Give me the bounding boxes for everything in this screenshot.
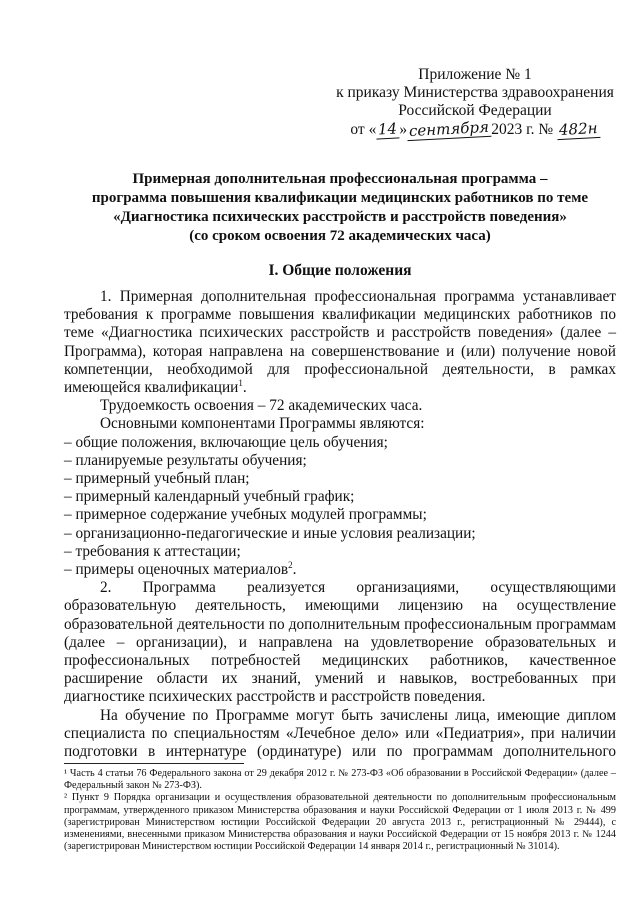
date-prefix: от «	[350, 121, 377, 138]
list-item: – примерный календарный учебный график;	[64, 488, 355, 506]
handwritten-month: сентября	[407, 118, 492, 141]
appendix-country: Российской Федерации	[398, 102, 552, 119]
appendix-order-ref: к приказу Министерства здравоохранения	[336, 84, 614, 101]
footnote-ref-2: 2	[288, 559, 293, 570]
section-heading: I. Общие положения	[268, 262, 412, 279]
paragraph-1-text: 1. Примерная дополнительная профессиональная программа устанавливает требования к программе повышения квалификации медицинских работников по теме «Диагностика психических расстройств и расстройств поведения» (далее – Программа), которая направлена на совершенствование и (или) получение новой компетенции, необходимой для профессиональной деятельности, в рамках имеющейся квалификации	[64, 288, 616, 397]
document-title	[60, 170, 620, 246]
list-item: – примерное содержание учебных модулей программы;	[64, 506, 427, 524]
title-line: программа повышения квалификации медицинских работников по теме	[91, 190, 589, 206]
paragraph-enrollment: На обучение по Программе могут быть зачислены лица, имеющие диплом специалиста по специальностям «Лечебное дело» или «Педиатрия», при наличии подготовки в интернатуре (ординатуре) или по программам дополнительного	[64, 706, 616, 761]
date-year: 2023 г. №	[491, 121, 554, 138]
handwritten-day: 14	[376, 119, 400, 139]
footnote-2: ² Пункт 9 Порядка организации и осуществления образовательной деятельности по дополнительным профессиональным программам, утвержденного приказом Министерства образования и науки Российской Федерации от 1 июля 2013 г. № 499 (зарегистрирован Министерством юстиции Российской Федерации 20 августа 2013 г., регистрационный № 29444), с изменениями, внесенными приказом Министерства образования и науки Российской Федерации от 15 ноября 2013 г. № 1244 (зарегистрирован Министерством юстиции Российской Федерации 14 января 2014 г., регистрационный № 31014).	[64, 792, 616, 853]
document-body	[64, 288, 616, 761]
list-item-text: – примеры оценочных материалов	[64, 561, 289, 579]
title-line: «Диагностика психических расстройств и расстройств поведения»	[113, 209, 567, 225]
list-item: – планируемые результаты обучения;	[64, 451, 307, 469]
title-line: (со сроком освоения 72 академических часа)	[189, 228, 491, 244]
appendix-header	[330, 66, 620, 139]
paragraph-1-end: .	[242, 379, 247, 397]
appendix-date-line	[330, 117, 620, 141]
date-quote: »	[399, 121, 408, 138]
list-item: – примерный учебный план;	[64, 470, 250, 488]
list-item: – организационно-педагогические и иные условия реализации;	[64, 524, 476, 542]
paragraph-1	[64, 288, 616, 397]
list-item: – требования к аттестации;	[64, 542, 241, 560]
paragraph-workload: Трудоемкость освоения – 72 академических часа.	[100, 397, 423, 415]
list-item-end: .	[292, 561, 297, 579]
footnote-divider	[64, 763, 244, 764]
list-item: – общие положения, включающие цель обучения;	[64, 433, 388, 451]
list-item-last	[64, 561, 616, 579]
footnote-ref-1: 1	[238, 377, 243, 388]
title-line: Примерная дополнительная профессиональная программа –	[132, 171, 548, 187]
paragraph-components: Основными компонентами Программы являются:	[100, 415, 425, 433]
footnote-1: ¹ Часть 4 статьи 76 Федерального закона от 29 декабря 2012 г. № 273-ФЗ «Об образовании в Российской Федерации» (далее – Федеральный закон № 273-ФЗ).	[64, 768, 616, 792]
appendix-number: Приложение № 1	[418, 66, 532, 83]
footnotes	[64, 768, 616, 853]
paragraph-2: 2. Программа реализуется организациями, осуществляющими образовательную деятельность, имеющими лицензию на осуществление образовательной деятельности по дополнительным профессиональным программам (далее – организации), и направлена на удовлетворение образовательных и профессиональных потребностей медицинских работников, качественное расширение области их знаний, умений и навыков, востребованных при диагностике психических расстройств и расстройств поведения.	[64, 579, 616, 706]
handwritten-order-number: 482н	[557, 119, 600, 140]
